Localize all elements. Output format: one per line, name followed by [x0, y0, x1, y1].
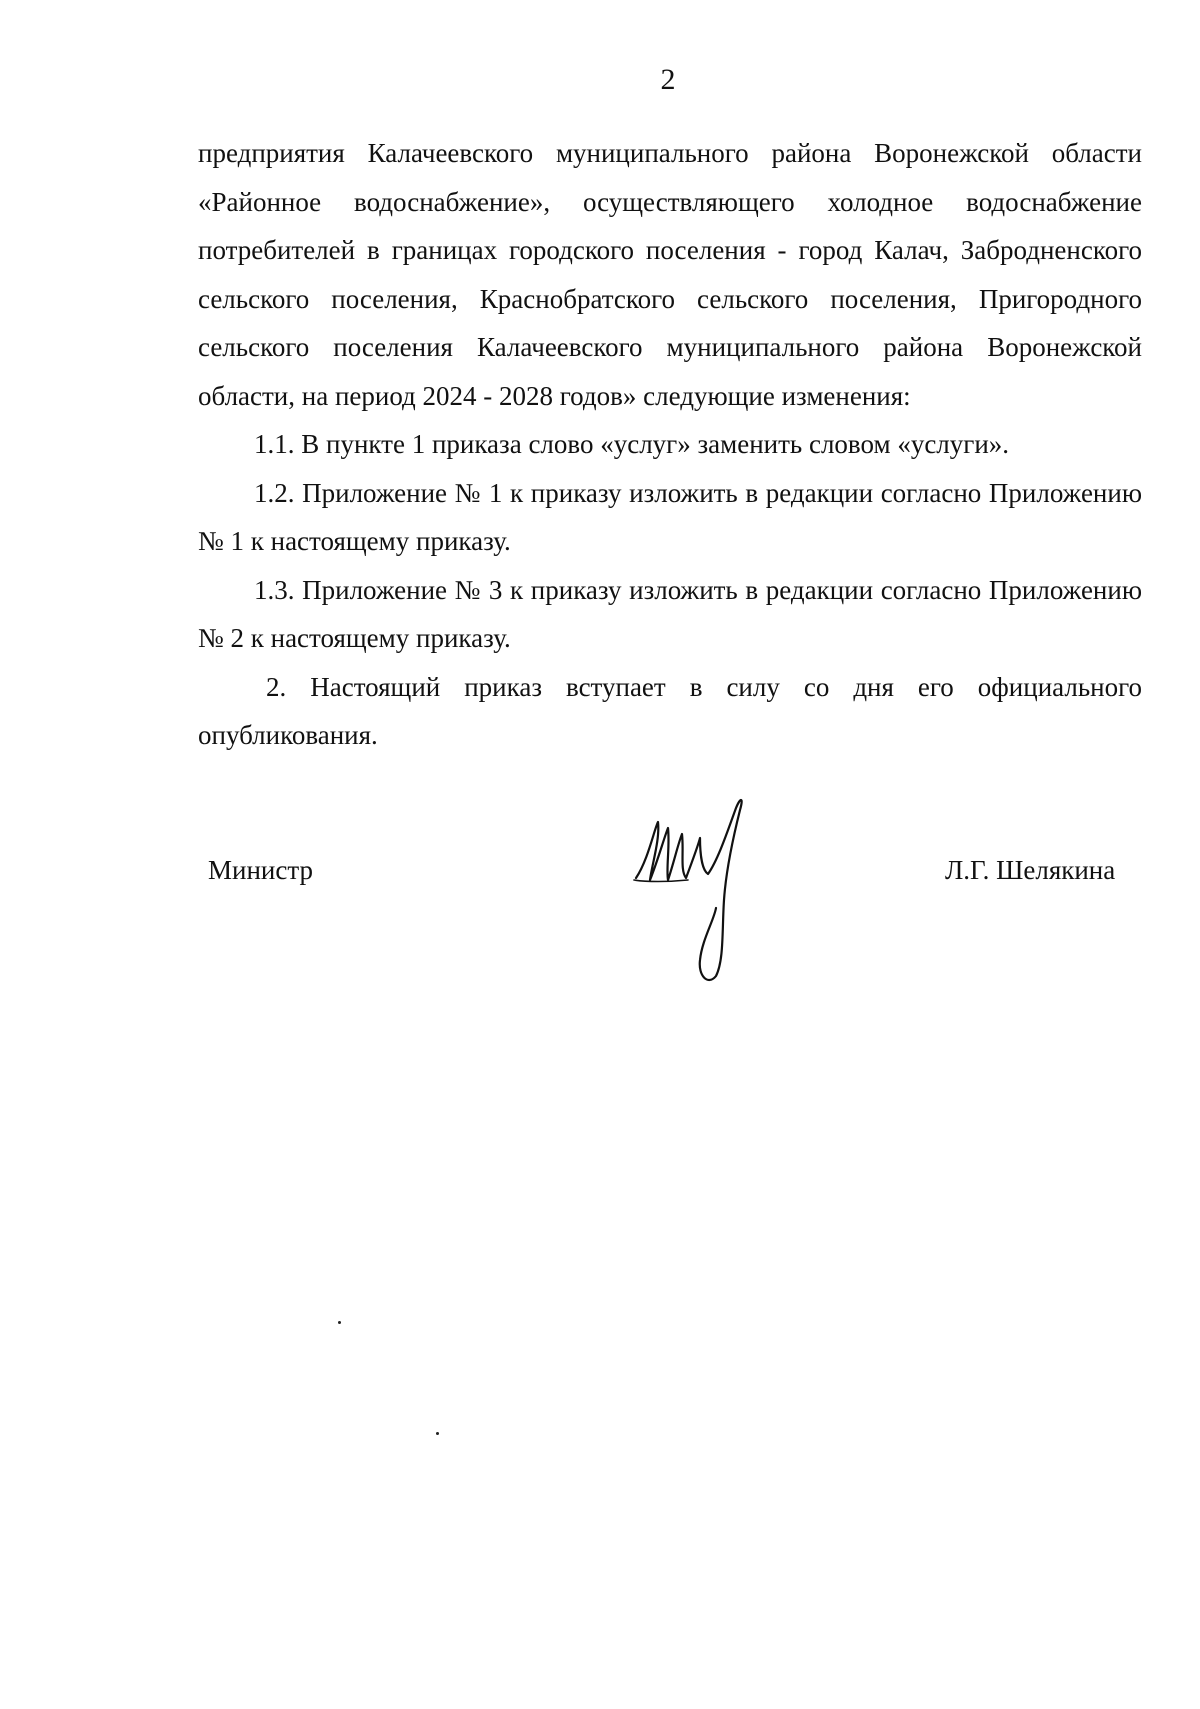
scan-speck [338, 1321, 341, 1324]
scan-speck [436, 1432, 439, 1435]
signature-block [0, 852, 1200, 1012]
paragraph-intro: предприятия Калачеевского муниципального района Воронежской области «Районное водоснабжение», осуществляющего холодное водоснабжение потребителей в границах городского поселения - город Калач, Забродненского сельского поселения, Краснобратского сельского поселения, Пригородного сельского поселения Калачеевского муниципального района Воронежской области, на период 2024 - 2028 годов» следующие изменения: [198, 138, 1142, 411]
paragraph-1-1: 1.1. В пункте 1 приказа слово «услуг» заменить словом «услуги». [254, 429, 1010, 459]
document-body [198, 129, 1142, 760]
paragraph-1-3: 1.3. Приложение № 3 к приказу изложить в редакции согласно Приложению № 2 к настоящему приказу. [198, 574, 1142, 653]
paragraph-2: 2. Настоящий приказ вступает в силу со дня его официального опубликования. [198, 671, 1142, 750]
page-number: 2 [660, 63, 676, 96]
paragraph-1-2: 1.2. Приложение № 1 к приказу изложить в редакции согласно Приложению № 1 к настоящему приказу. [198, 477, 1142, 556]
signatory-name: Л.Г. Шелякина [945, 855, 1116, 885]
signatory-title: Министр [208, 855, 313, 885]
